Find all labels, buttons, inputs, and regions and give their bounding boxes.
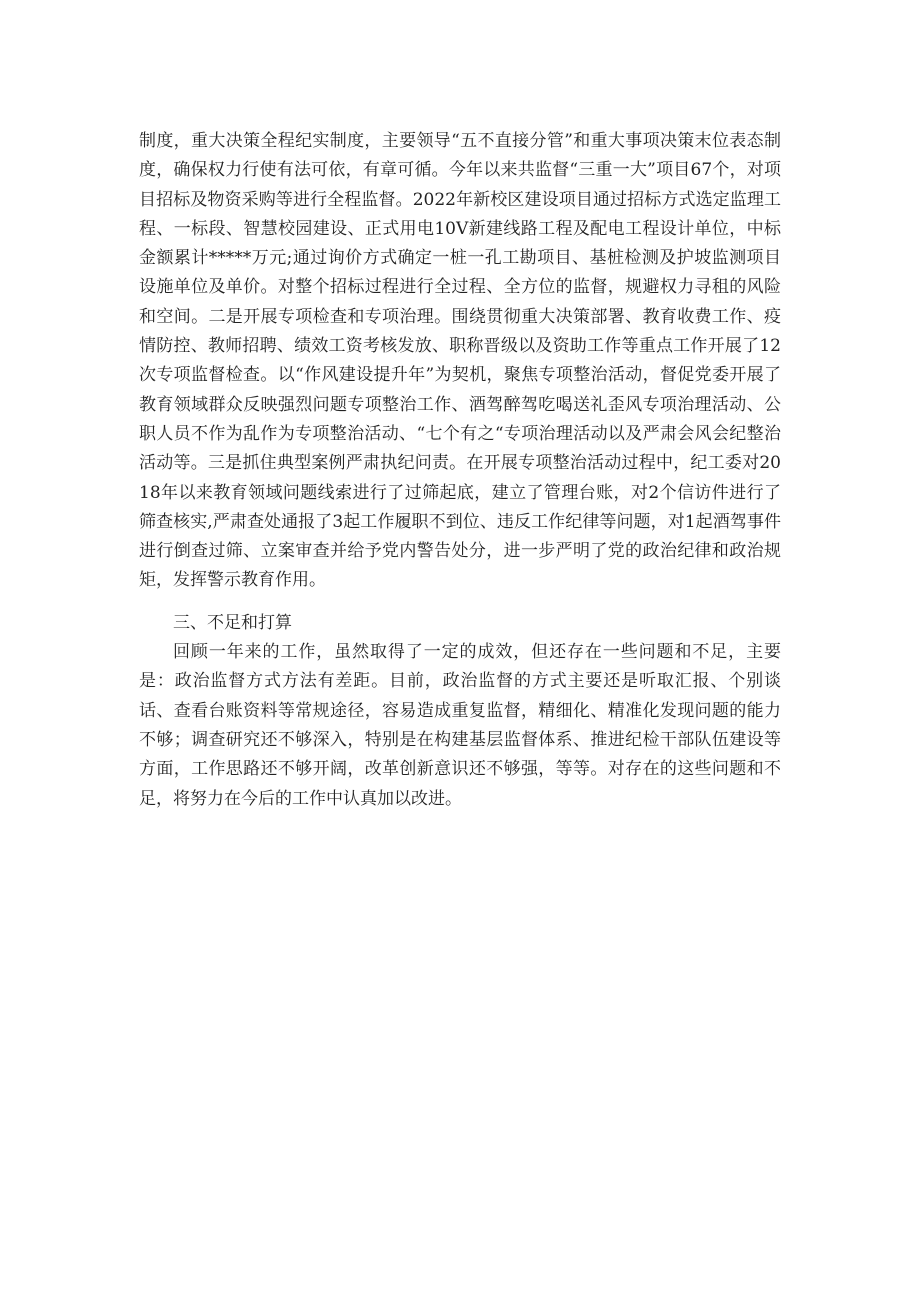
body-paragraph-shortcomings: 回顾一年来的工作，虽然取得了一定的成效，但还存在一些问题和不足，主要是：政治监督方式方法有差距。目前，政治监督的方式主要还是听取汇报、个别谈话、查看台账资料等常规途径，容易造成重复监督，精细化、精准化发现问题的能力不够；调查研究还不够深入，特别是在构建基层监督体系、推进纪检干部队伍建设等方面，工作思路还不够开阔，改革创新意识还不够强，等等。对存在的这些问题和不足，将努力在今后的工作中认真加以改进。 <box>139 642 781 809</box>
section-heading: 三、不足和打算 <box>173 612 292 633</box>
document-body <box>139 127 781 814</box>
body-paragraph-continued: 制度，重大决策全程纪实制度，主要领导“五不直接分管”和重大事项决策末位表态制度，确保权力行使有法可依，有章可循。今年以来共监督“三重一大”项目67个，对项目招标及物资采购等进行全程监督。2022年新校区建设项目通过招标方式选定监理工程、一标段、智慧校园建设、正式用电10V新建线路工程及配电工程设计单位，中标金额累计*****万元;通过询价方式确定一桩一孔工勘项目、基桩检测及护坡监测项目设施单位及单价。对整个招标过程进行全过程、全方位的监督，规避权力寻租的风险和空间。二是开展专项检查和专项治理。围绕贯彻重大决策部署、教育收费工作、疫情防控、教师招聘、绩效工资考核发放、职称晋级以及资助工作等重点工作开展了12次专项监督检查。以“作风建设提升年”为契机，聚焦专项整治活动，督促党委开展了教育领域群众反映强烈问题专项整治工作、酒驾醉驾吃喝送礼歪风专项治理活动、公职人员不作为乱作为专项整治活动、“七个有之“专项治理活动以及严肃会风会纪整治活动等。三是抓住典型案例严肃执纪问责。在开展专项整治活动过程中，纪工委对2018年以来教育领域问题线索进行了过筛起底，建立了管理台账，对2个信访件进行了筛查核实,严肃查处通报了3起工作履职不到位、违反工作纪律等问题，对1起酒驾事件进行倒查过筛、立案审查并给予党内警告处分，进一步严明了党的政治纪律和政治规矩，发挥警示教育作用。 <box>139 131 781 591</box>
